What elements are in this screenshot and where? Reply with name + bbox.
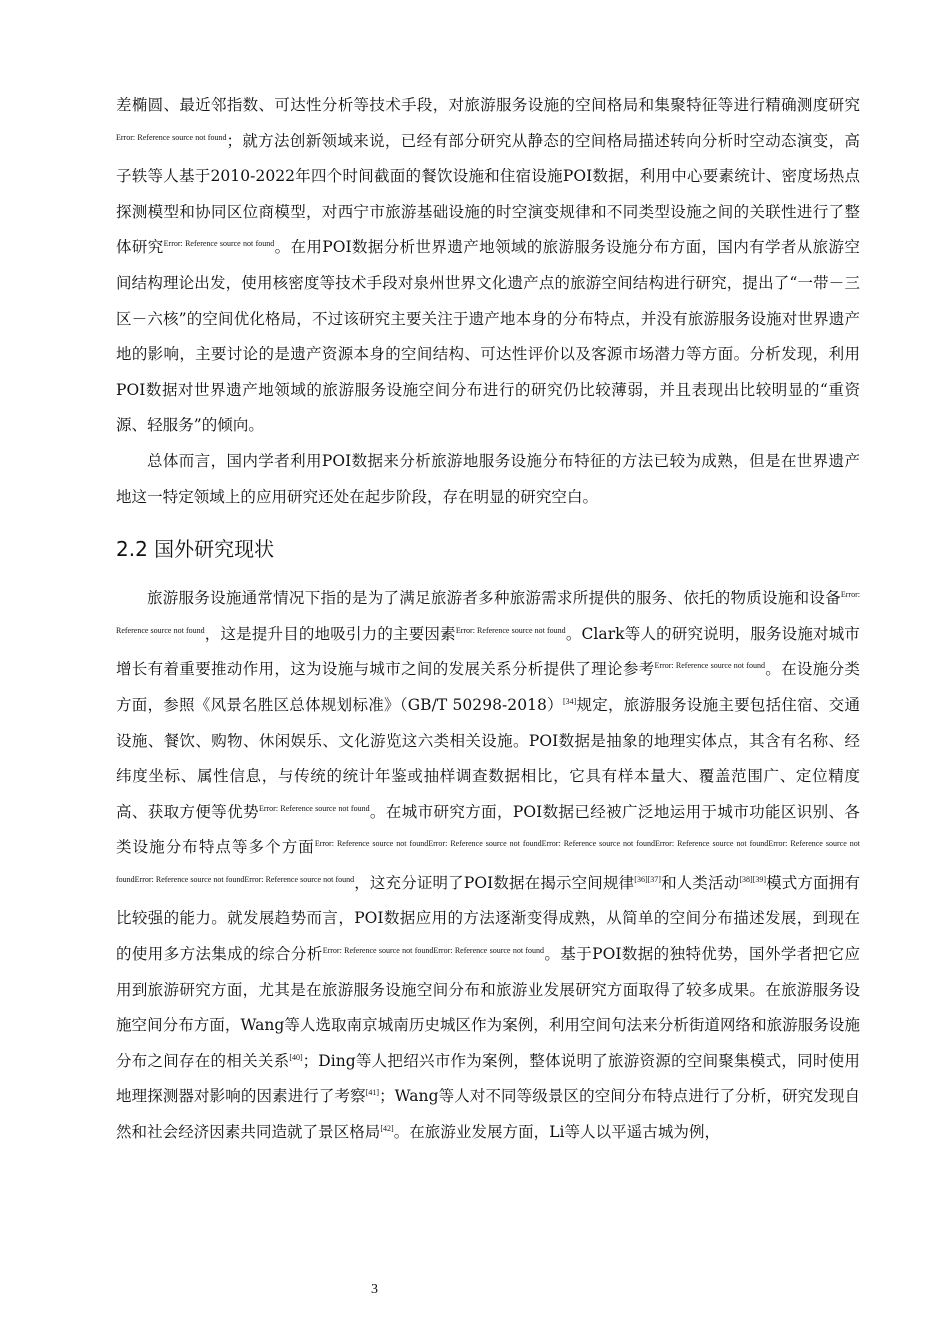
- citation: [36][37]: [634, 874, 661, 884]
- citation: Error: Reference source not found: [455, 625, 566, 635]
- citation: [38][39]: [739, 874, 767, 884]
- citation: Error: Reference source not found: [116, 132, 227, 142]
- paragraph-foreign-research: [116, 581, 860, 1151]
- citation: [42]: [380, 1123, 394, 1133]
- citation: [41]: [365, 1088, 380, 1098]
- text-run: ；Ding等人把绍兴市作为案例，整体说明了旅游资源的空间聚集模式，同时使用地理探测器对影响的因素进行了考察: [116, 1051, 860, 1106]
- text-run: 。在设施分类方面，参照《风景名胜区总体规划标准》（GB/T 50298-2018）: [116, 660, 860, 714]
- section-heading: 2.2 国外研究现状: [116, 537, 275, 562]
- page-number: 3: [371, 1282, 378, 1297]
- text-run: 。在用POI数据分析世界遗产地领域的旅游服务设施分布方面，国内有学者从旅游空间结构理论出发，使用核密度等技术手段对泉州世界文化遗产点的旅游空间结构进行研究，提出了“一带－三区－六核”的空间优化格局，不过该研究主要关注于遗产地本身的分布特点，并没有旅游服务设施对世界遗产地的影响，主要讨论的是遗产资源本身的空间结构、可达性评价以及客源市场潜力等方面。分析发现，利用POI数据对世界遗产地领域的旅游服务设施空间分布进行的研究仍比较薄弱，并且表现出比较明显的“重资源、轻服务”的倾向。: [116, 238, 860, 435]
- paragraph-domestic-methods: [116, 88, 860, 444]
- text-run: 。在城市研究方面，POI数据已经被广泛地运用于城市功能区识别、各类设施分布特点等多个方面: [116, 802, 860, 857]
- text-run: 。在旅游业发展方面，Li等人以平遥古城为例，: [393, 1123, 721, 1142]
- text-run: 和人类活动: [660, 873, 740, 892]
- text-run: ，这是提升目的地吸引力的主要因素: [204, 624, 456, 643]
- text-run: 旅游服务设施通常情况下指的是为了满足旅游者多种旅游需求所提供的服务、依托的物质设施和设备: [147, 589, 841, 608]
- citation: [40]: [289, 1052, 303, 1062]
- citation: Error: Reference source not found: [258, 803, 370, 813]
- citation: Error: Reference source not found: [116, 589, 860, 635]
- citation: [34]: [562, 696, 577, 706]
- text-run: 差椭圆、最近邻指数、可达性分析等技术手段，对旅游服务设施的空间格局和集聚特征等进行精确测度研究: [116, 96, 860, 114]
- text-run: ；就方法创新领域来说，已经有部分研究从静态的空间格局描述转向分析时空动态演变，高子轶等人基于2010-2022年四个时间截面的餐饮设施和住宿设施POI数据，利用中心要素统计、密度场热点探测模型和协同区位商模型，对西宁市旅游基础设施的时空演变规律和不同类型设施之间的关联性进行了整体研究: [116, 131, 860, 257]
- citation: Error: Reference source not foundError: Reference source not found: [322, 945, 545, 955]
- page-body: [116, 88, 860, 1151]
- paragraph-domestic-summary: [116, 444, 860, 515]
- citation: Error: Reference source not found: [654, 661, 765, 671]
- text-run: 模式方面拥有比较强的能力。就发展趋势而言，POI数据应用的方法逐渐变得成熟，从简单的空间分布描述发展，到现在的使用多方法集成的综合分析: [116, 873, 860, 964]
- text-run: ，这充分证明了POI数据在揭示空间规律: [354, 873, 635, 892]
- text-run: 。基于POI数据的独特优势，国外学者把它应用到旅游研究方面，尤其是在旅游服务设施空间分布和旅游业发展研究方面取得了较多成果。在旅游服务设施空间分布方面，Wang等人选取南京城南历史城区作为案例，利用空间句法来分析街道网络和旅游服务设施分布之间存在的相关关系: [116, 945, 861, 1070]
- citation: Error: Reference source not found: [163, 239, 275, 249]
- text-run: 规定，旅游服务设施主要包括住宿、交通设施、餐饮、购物、休闲娱乐、文化游览这六类相关设施。POI数据是抽象的地理实体点，其含有名称、经纬度坐标、属性信息，与传统的统计年鉴或抽样调查数据相比，它具有样本量大、覆盖范围广、定位精度高、获取方便等优势: [116, 695, 860, 821]
- text-run: ；Wang等人对不同等级景区的空间分布特点进行了分析，研究发现自然和社会经济因素共同造就了景区格局: [116, 1087, 860, 1142]
- citation: Error: Reference source not foundError: Reference source not foundError: Reference source not foundError: Reference source not foundError: Reference source not foundError: Reference source not foundError: Reference source not found: [116, 839, 860, 884]
- text-run: 。Clark等人的研究说明，服务设施对城市增长有着重要推动作用，这为设施与城市之间的发展关系分析提供了理论参考: [116, 624, 860, 679]
- text-run: 总体而言，国内学者利用POI数据来分析旅游地服务设施分布特征的方法已较为成熟，但是在世界遗产地这一特定领域上的应用研究还处在起步阶段，存在明显的研究空白。: [116, 451, 860, 506]
